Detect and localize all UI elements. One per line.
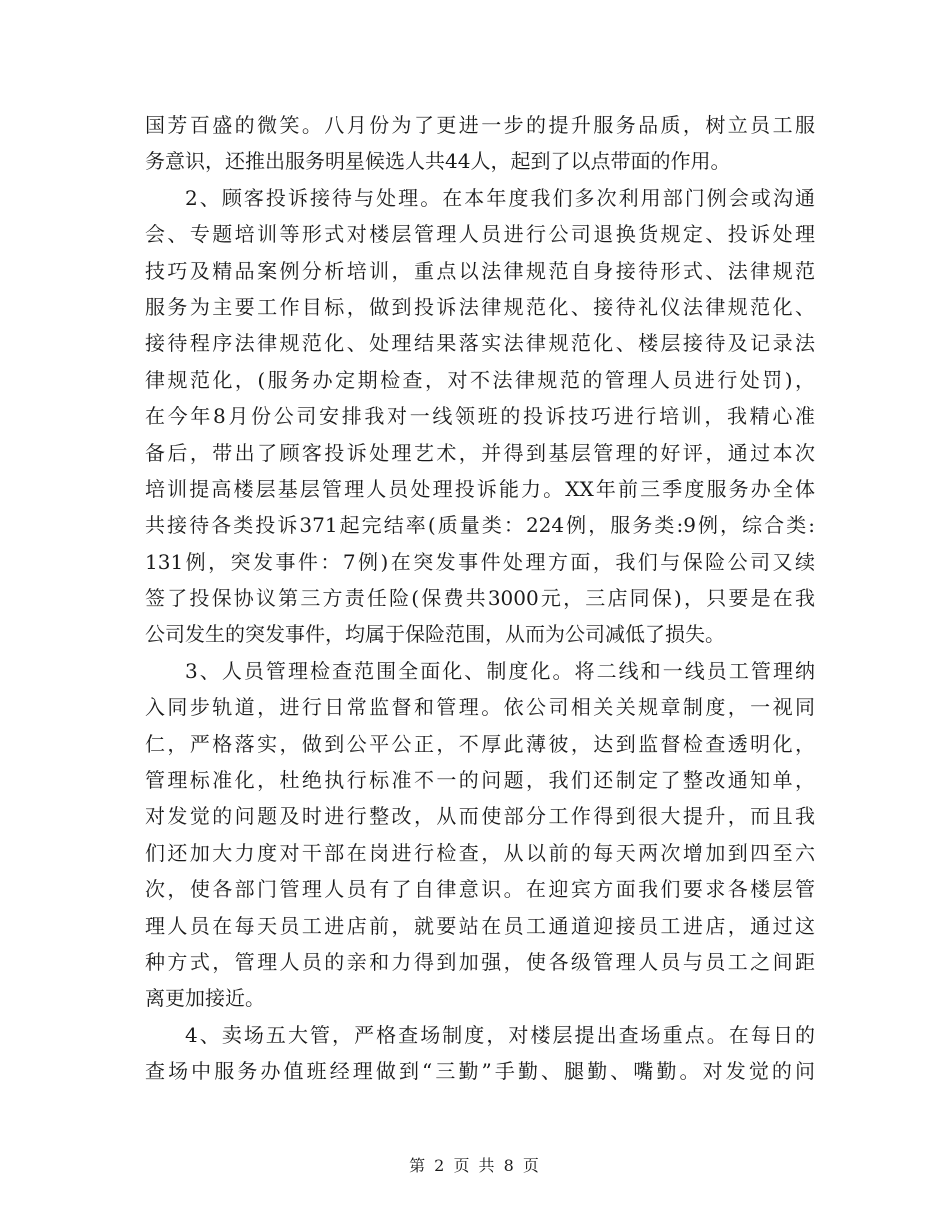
text-line: 培训提高楼层基层管理人员处理投诉能力。XX年前三季度服务办全体: [145, 476, 815, 501]
text-line: 入同步轨道，进行日常监督和管理。依公司相关关规章制度，一视同: [145, 695, 815, 720]
text-line: 公司发生的突发事件，均属于保险范围，从而为公司减低了损失。: [145, 622, 725, 647]
text-line: 律规范化，(服务办定期检查，对不法律规范的管理人员进行处罚)，: [145, 367, 815, 392]
text-line: 务意识，还推出服务明星候选人共44人，起到了以点带面的作用。: [145, 149, 731, 174]
text-line: 种方式，管理人员的亲和力得到加强，使各级管理人员与员工之间距: [145, 949, 815, 974]
text-line: 离更加接近。: [145, 986, 265, 1011]
paragraph-start-line: 2、顾客投诉接待与处理。在本年度我们多次利用部门例会或沟通: [185, 185, 815, 210]
text-line: 次，使各部门管理人员有了自律意识。在迎宾方面我们要求各楼层管: [145, 877, 815, 902]
text-line: 仁，严格落实，做到公平公正，不厚此薄彼，达到监督检查透明化，: [145, 731, 815, 756]
text-line: 管理标准化，杜绝执行标准不一的问题，我们还制定了整改通知单，: [145, 768, 815, 793]
text-line: 131例，突发事件：7例)在突发事件处理方面，我们与保险公司又续: [145, 549, 815, 574]
text-line: 理人员在每天员工进店前，就要站在员工通道迎接员工进店，通过这: [145, 913, 815, 938]
text-line: 会、专题培训等形式对楼层管理人员进行公司退换货规定、投诉处理: [145, 222, 815, 247]
body-text: [145, 107, 815, 1090]
text-line: 共接待各类投诉371起完结率(质量类：224例，服务类:9例，综合类:: [145, 513, 815, 538]
paragraph-start-line: 4、卖场五大管，严格查场制度，对楼层提出查场重点。在每日的: [185, 1022, 815, 1047]
text-line: 签了投保协议第三方责任险(保费共3000元，三店同保)，只要是在我: [145, 586, 815, 611]
text-line: 接待程序法律规范化、处理结果落实法律规范化、楼层接待及记录法: [145, 331, 815, 356]
text-line: 对发觉的问题及时进行整改，从而使部分工作得到很大提升，而且我: [145, 804, 815, 829]
text-line: 技巧及精品案例分析培训，重点以法律规范自身接待形式、法律规范: [145, 258, 815, 283]
text-line: 国芳百盛的微笑。八月份为了更进一步的提升服务品质，树立员工服: [145, 113, 815, 137]
paragraph-start-line: 3、人员管理检查范围全面化、制度化。将二线和一线员工管理纳: [185, 658, 815, 683]
text-line: 服务为主要工作目标，做到投诉法律规范化、接待礼仪法律规范化、: [145, 294, 815, 319]
text-line: 们还加大力度对干部在岗进行检查，从以前的每天两次增加到四至六: [145, 840, 815, 865]
text-line: 查场中服务办值班经理做到“三勤”手勤、腿勤、嘴勤。对发觉的问: [145, 1059, 815, 1084]
page-number-footer: 第 2 页 共 8 页: [409, 1156, 541, 1175]
text-line: 在今年8月份公司安排我对一线领班的投诉技巧进行培训，我精心准: [145, 404, 815, 429]
text-line: 备后，带出了顾客投诉处理艺术，并得到基层管理的好评，通过本次: [145, 440, 815, 465]
